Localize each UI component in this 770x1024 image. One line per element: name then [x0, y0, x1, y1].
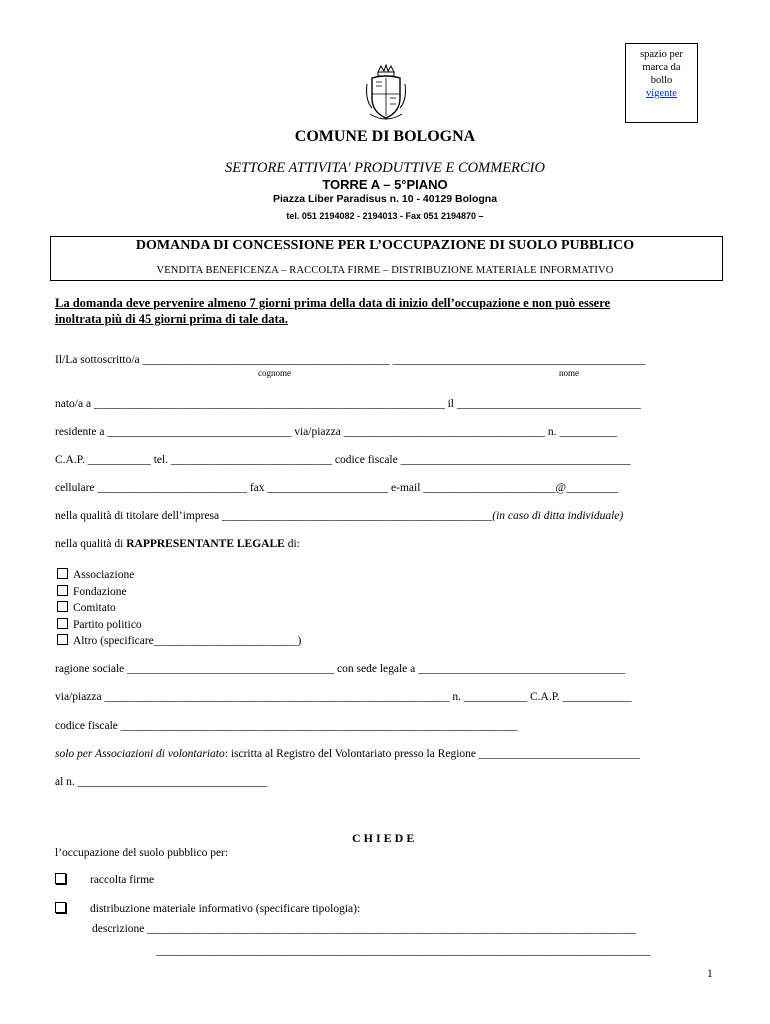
request-heading: C H I E D E [352, 831, 415, 845]
option-association[interactable] [57, 568, 134, 581]
option-foundation[interactable] [57, 585, 127, 598]
notice-line-2: inoltrata più di 45 giorni prima di tale data. [55, 312, 289, 326]
option-label: Comitato [73, 602, 116, 614]
checkbox-icon[interactable] [55, 873, 66, 884]
contacts-field[interactable]: cellulare __________________________ fax _____________________ e-mail _______________________@_________ [55, 482, 618, 494]
request-option-label: distribuzione materiale informativo (specificare tipologia): [90, 903, 361, 915]
owner-field-note: (in caso di ditta individuale) [492, 510, 624, 522]
legal-rep-suffix: di: [284, 538, 300, 550]
stamp-line-1: spazio per [640, 49, 683, 60]
undersigned-field[interactable]: Il/La sottoscritto/a ___________________________________________ ____________________________________________ [55, 354, 646, 366]
company-taxcode-field[interactable]: codice fiscale _____________________________________________________________________ [55, 720, 518, 732]
owner-field[interactable] [55, 510, 623, 522]
checkbox-icon[interactable] [57, 601, 68, 612]
company-address-field[interactable]: via/piazza ____________________________________________________________ n. ___________ C.A.P. ____________ [55, 691, 632, 703]
form-title: DOMANDA DI CONCESSIONE PER L’OCCUPAZIONE DI SUOLO PUBBLICO [135, 238, 635, 253]
stamp-line-2: marca da [642, 62, 681, 73]
option-label: Altro (specificare_________________________) [73, 635, 302, 647]
company-field[interactable]: ragione sociale ____________________________________ con sede legale a ____________________________________ [55, 663, 626, 675]
checkbox-icon[interactable] [57, 634, 68, 645]
stamp-space-box [625, 43, 698, 123]
register-number-field[interactable]: al n. _________________________________ [55, 776, 268, 788]
checkbox-icon[interactable] [55, 902, 66, 913]
form-subtitle: VENDITA BENEFICENZA – RACCOLTA FIRME – DISTRIBUZIONE MATERIALE INFORMATIVO [156, 265, 614, 276]
cap-phone-taxcode-field[interactable]: C.A.P. ___________ tel. ____________________________ codice fiscale ________________________________________ [55, 454, 631, 466]
owner-field-label: nella qualità di titolare dell’impresa _______________________________________________ [55, 510, 493, 522]
checkbox-icon[interactable] [57, 618, 68, 629]
legal-rep-line [55, 538, 300, 550]
legal-rep-bold: RAPPRESENTANTE LEGALE [126, 538, 285, 550]
option-party[interactable] [57, 618, 142, 631]
surname-caption: cognome [258, 368, 291, 378]
birth-field[interactable]: nato/a a _____________________________________________________________ il ________________________________ [55, 398, 641, 410]
address-line: Piazza Liber Paradisus n. 10 - 40129 Bologna [272, 193, 498, 205]
volunteer-note: solo per Associazioni di volontariato [55, 748, 225, 760]
checkbox-icon[interactable] [57, 585, 68, 596]
legal-rep-prefix: nella qualità di [55, 538, 127, 550]
city-heading: COMUNE DI BOLOGNA [294, 128, 476, 145]
tower-heading: TORRE A – 5°PIANO [322, 177, 448, 192]
name-caption: nome [559, 368, 579, 378]
volunteer-rest: : iscritta al Registro del Volontariato presso la Regione ____________________________ [224, 748, 640, 760]
stamp-line-3: bollo [650, 75, 673, 86]
sector-heading: SETTORE ATTIVITA' PRODUTTIVE E COMMERCIO [225, 160, 545, 176]
phone-line: tel. 051 2194082 - 2194013 - Fax 051 2194870 – [286, 211, 484, 221]
page-number: 1 [707, 968, 713, 980]
option-label: Partito politico [73, 619, 142, 631]
request-option-distribution[interactable] [55, 902, 360, 915]
coat-of-arms-icon [364, 64, 408, 124]
notice-line-1: La domanda deve pervenire almeno 7 giorni prima della data di inizio dell’occupazione e non può essere [55, 296, 611, 310]
option-label: Fondazione [73, 586, 127, 598]
description-field-line-2[interactable]: ______________________________________________________________________________________ [156, 945, 651, 957]
description-field[interactable]: descrizione _____________________________________________________________________________________ [92, 923, 636, 935]
residence-field[interactable]: residente a ________________________________ via/piazza ___________________________________ n. __________ [55, 426, 617, 438]
option-other[interactable] [57, 634, 301, 647]
request-option-label: raccolta firme [90, 874, 155, 886]
request-intro: l’occupazione del suolo pubblico per: [55, 847, 229, 859]
stamp-vigente-link[interactable]: vigente [646, 88, 677, 99]
option-label: Associazione [73, 569, 135, 581]
volunteer-register-field[interactable] [55, 748, 640, 760]
request-option-signatures[interactable] [55, 873, 154, 886]
option-committee[interactable] [57, 601, 116, 614]
checkbox-icon[interactable] [57, 568, 68, 579]
